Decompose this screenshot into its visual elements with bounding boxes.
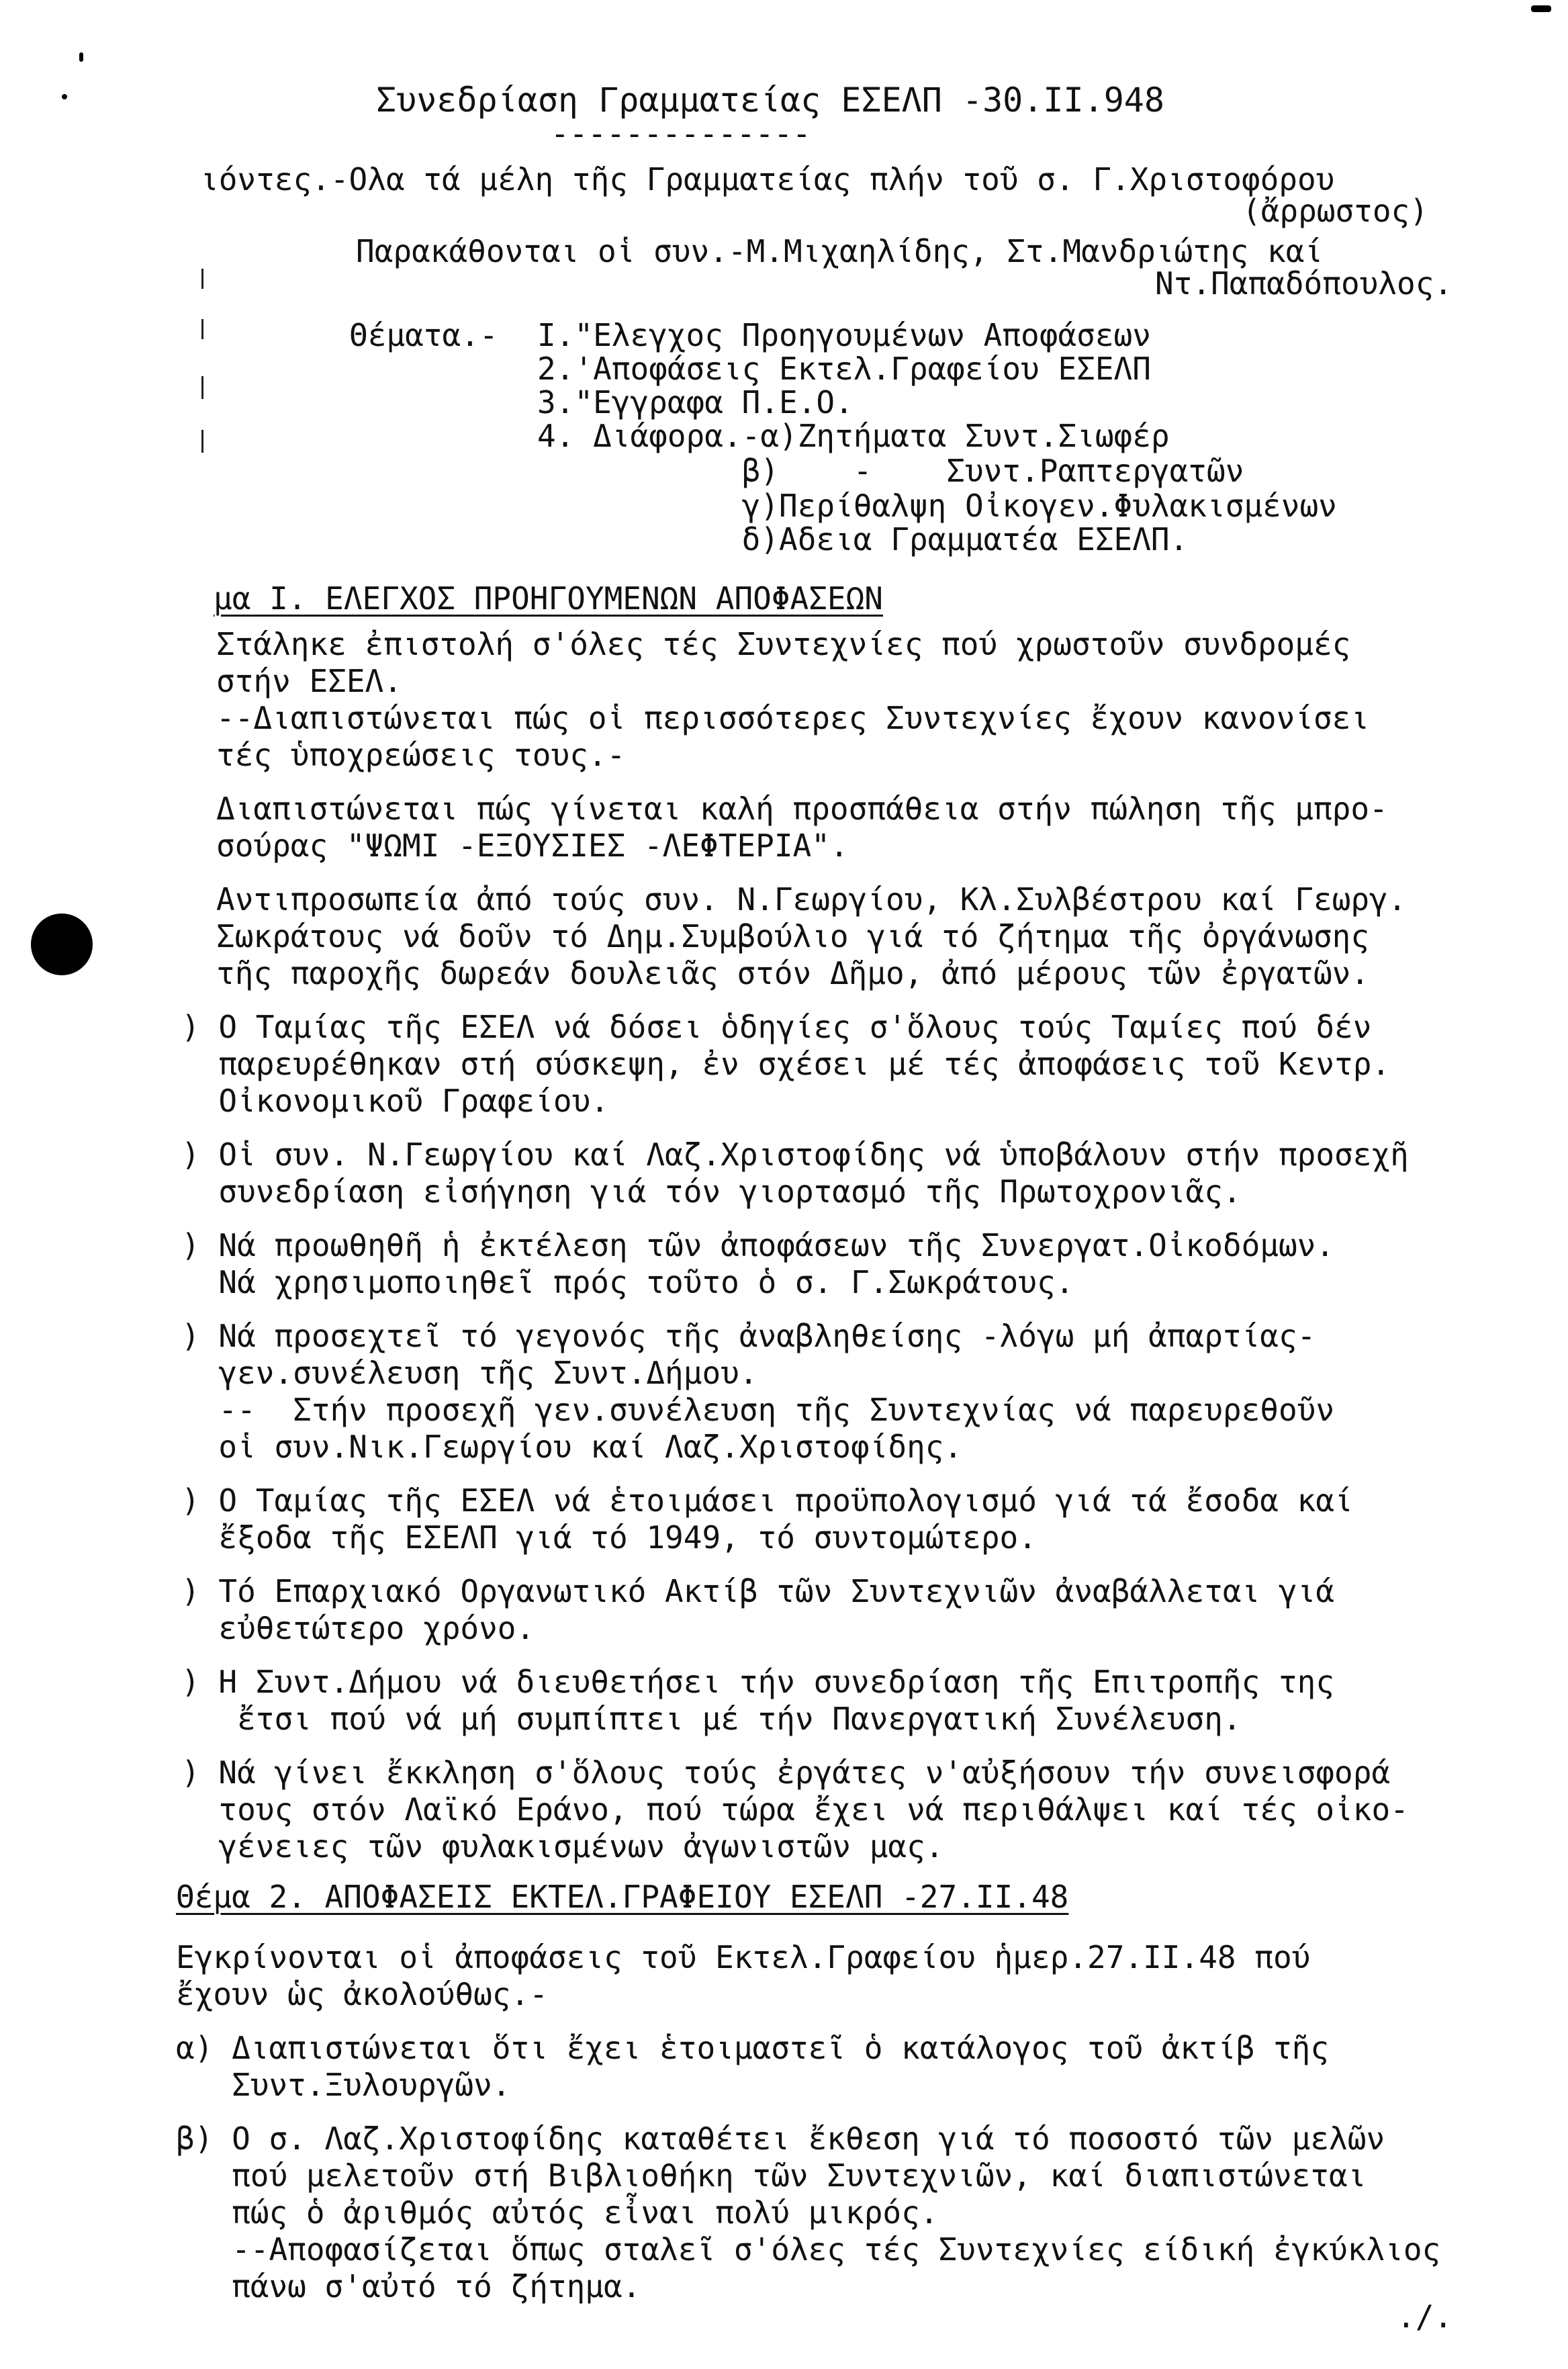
scan-speck: [1531, 5, 1551, 12]
section-1-line: ) Νά προωθηθῆ ἡ ἐκτέλεση τῶν ἀποφάσεων τῆς Συνεργατ.Οἰκοδόμων.: [181, 1227, 1335, 1263]
agenda-item: 2.'Αποφάσεις Εκτελ.Γραφείου ΕΣΕΛΠ: [537, 351, 1151, 387]
section-2-line: Συντ.Ξυλουργῶν.: [176, 2067, 511, 2103]
section-1-line: ) Νά προσεχτεῖ τό γεγονός τῆς ἀναβληθείσης -λόγω μή ἀπαρτίας-: [181, 1318, 1316, 1354]
section-1-line: Διαπιστώνεται πώς γίνεται καλή προσπάθεια στήν πώληση τῆς μπρο-: [216, 791, 1388, 827]
agenda-item: 3."Εγγραφα Π.Ε.Ο.: [537, 384, 854, 420]
margin-tick: [201, 376, 203, 399]
section-1-line: Στάληκε ἐπιστολή σ'όλες τές Συντεχνίες πού χρωστοῦν συνδρομές: [216, 626, 1351, 662]
section-1-line: τῆς παροχῆς δωρεάν δουλειᾶς στόν Δῆμο, ἀπό μέρους τῶν ἐργατῶν.: [216, 955, 1370, 991]
section-1-line: ) Νά γίνει ἔκκληση σ'ὅλους τούς ἐργάτες ν'αὐξήσουν τήν συνεισφορά: [181, 1754, 1391, 1791]
punch-hole: [31, 913, 93, 975]
section-1-line: ) Ο Ταμίας τῆς ΕΣΕΛ νά δόσει ὁδηγίες σ'ὅλους τούς Ταμίες πού δέν: [181, 1009, 1372, 1045]
agenda-item: γ)Περίθαλψη Οἰκογεν.Φυλακισμένων: [537, 488, 1337, 524]
section-1-line: ) Οἱ συν. Ν.Γεωργίου καί Λαζ.Χριστοφίδης νά ὑποβάλουν στήν προσεχῆ: [181, 1136, 1409, 1173]
margin-tick: [201, 319, 203, 339]
agenda-label: Θέματα.-: [349, 317, 498, 353]
present-line-2: (ἄρρωστος): [1242, 193, 1428, 229]
section-2-line: --Αποφασίζεται ὅπως σταλεῖ σ'όλες τές Συντεχνίες είδική ἐγκύκλιος: [176, 2231, 1441, 2268]
agenda-item: 4. Διάφορα.-α)Ζητήματα Συντ.Σιωφέρ: [537, 418, 1170, 454]
section-1-line: οἱ συν.Νικ.Γεωργίου καί Λαζ.Χριστοφίδης.: [181, 1429, 963, 1465]
section-1-line: ) Ο Ταμίας τῆς ΕΣΕΛ νά ἑτοιμάσει προϋπολογισμό γιά τά ἔσοδα καί: [181, 1482, 1353, 1519]
attend-line-2: Ντ.Παπαδόπουλος.: [1155, 265, 1453, 302]
section-1-line: στήν ΕΣΕΛ.: [216, 663, 402, 699]
section-2-heading: Θέμα 2. ΑΠΟΦΑΣΕΙΣ ΕΚΤΕΛ.ΓΡΑΦΕΙΟΥ ΕΣΕΛΠ -27.ΙΙ.48: [176, 1879, 1069, 1915]
section-2-line: πού μελετοῦν στή Βιβλιοθήκη τῶν Συντεχνιῶν, καί διαπιστώνεται: [176, 2157, 1367, 2194]
continuation-mark: ./.: [1397, 2298, 1453, 2335]
section-2-line: πάνω σ'αὐτό τό ζήτημα.: [176, 2268, 641, 2305]
section-2-line: α) Διαπιστώνεται ὅτι ἔχει ἑτοιμαστεῖ ὁ κατάλογος τοῦ ἀκτίβ τῆς: [176, 2030, 1330, 2066]
scan-speck: [79, 52, 83, 62]
section-1-line: γένειες τῶν φυλακισμένων ἀγωνιστῶν μας.: [181, 1828, 944, 1865]
section-1-line: παρευρέθηκαν στή σύσκεψη, ἐν σχέσει μέ τές ἀποφάσεις τοῦ Κεντρ.: [181, 1046, 1391, 1082]
meeting-title: Συνεδρίαση Γραμματείας ΕΣΕΛΠ -30.ΙΙ.948: [376, 81, 1164, 120]
agenda-item: Ι."Ελεγχος Προηγουμένων Αποφάσεων: [537, 317, 1151, 353]
margin-tick: [201, 430, 203, 453]
section-1-line: ) Τό Επαρχιακό Οργανωτικό Ακτίβ τῶν Συντεχνιῶν ἀναβάλλεται γιά: [181, 1573, 1335, 1609]
section-2-line: πώς ὁ ἀριθμός αὐτός εἶναι πολύ μικρός.: [176, 2194, 939, 2231]
agenda-item: δ)Αδεια Γραμματέα ΕΣΕΛΠ.: [537, 521, 1189, 557]
scan-speck: [62, 94, 67, 99]
title-underline: --------------: [551, 116, 811, 152]
section-2-line: β) Ο σ. Λαζ.Χριστοφίδης καταθέτει ἔκθεση γιά τό ποσοστό τῶν μελῶν: [176, 2120, 1385, 2157]
section-1-line: εὐθετώτερο χρόνο.: [181, 1610, 535, 1646]
section-1-line: Νά χρησιμοποιηθεῖ πρός τοῦτο ὁ σ. Γ.Σωκράτους.: [181, 1264, 1074, 1300]
section-1-line: τές ὑποχρεώσεις τους.-: [216, 737, 626, 773]
attend-line-1: Παρακάθονται οἱ συν.-Μ.Μιχαηλίδης, Στ.Μανδριώτης καί: [356, 233, 1324, 269]
section-1-line: --Διαπιστώνεται πώς οἱ περισσότερες Συντεχνίες ἔχουν κανονίσει: [216, 700, 1370, 736]
section-1-line: ἔξοδα τῆς ΕΣΕΛΠ γιά τό 1949, τό συντομώτερο.: [181, 1519, 1037, 1556]
present-line-1: ιόντες.-Ολα τά μέλη τῆς Γραμματείας πλήν τοῦ σ. Γ.Χριστοφόρου: [200, 161, 1335, 197]
section-1-line: συνεδρίαση εἰσήγηση γιά τόν γιορτασμό τῆς Πρωτοχρονιᾶς.: [181, 1173, 1242, 1210]
section-2-line: Εγκρίνονται οἱ ἀποφάσεις τοῦ Εκτελ.Γραφείου ἡμερ.27.ΙΙ.48 πού: [176, 1939, 1311, 1975]
section-1-line: Σωκράτους νά δοῦν τό Δημ.Συμβούλιο γιά τό ζήτημα τῆς ὀργάνωσης: [216, 918, 1370, 954]
section-1-line: ) Η Συντ.Δήμου νά διευθετήσει τήν συνεδρίαση τῆς Επιτροπῆς της: [181, 1664, 1335, 1700]
section-1-line: σούρας "ΨΩΜΙ -ΕΞΟΥΣΙΕΣ -ΛΕΦΤΕΡΙΑ".: [216, 828, 849, 864]
section-1-heading: μα Ι. ΕΛΕΓΧΟΣ ΠΡΟΗΓΟΥΜΕΝΩΝ ΑΠΟΦΑΣΕΩΝ: [214, 580, 883, 617]
agenda-item: β) - Συντ.Ραπτεργατῶν: [537, 453, 1244, 489]
section-1-line: -- Στήν προσεχῆ γεν.συνέλευση τῆς Συντεχνίας νά παρευρεθοῦν: [181, 1392, 1335, 1428]
section-1-line: ἔτσι πού νά μή συμπίπτει μέ τήν Πανεργατική Συνέλευση.: [181, 1701, 1242, 1737]
section-1-line: Οἰκονομικοῦ Γραφείου.: [181, 1083, 609, 1119]
section-1-line: τους στόν Λαϊκό Εράνο, πού τώρα ἔχει νά περιθάλψει καί τές οἰκο-: [181, 1791, 1409, 1828]
section-1-line: Αντιπροσωπεία ἀπό τούς συν. Ν.Γεωργίου, Κλ.Συλβέστρου καί Γεωργ.: [216, 881, 1407, 918]
margin-tick: [201, 269, 203, 289]
section-1-line: γεν.συνέλευση τῆς Συντ.Δήμου.: [181, 1355, 758, 1391]
section-2-line: ἔχουν ὡς ἀκολούθως.-: [176, 1976, 548, 2012]
